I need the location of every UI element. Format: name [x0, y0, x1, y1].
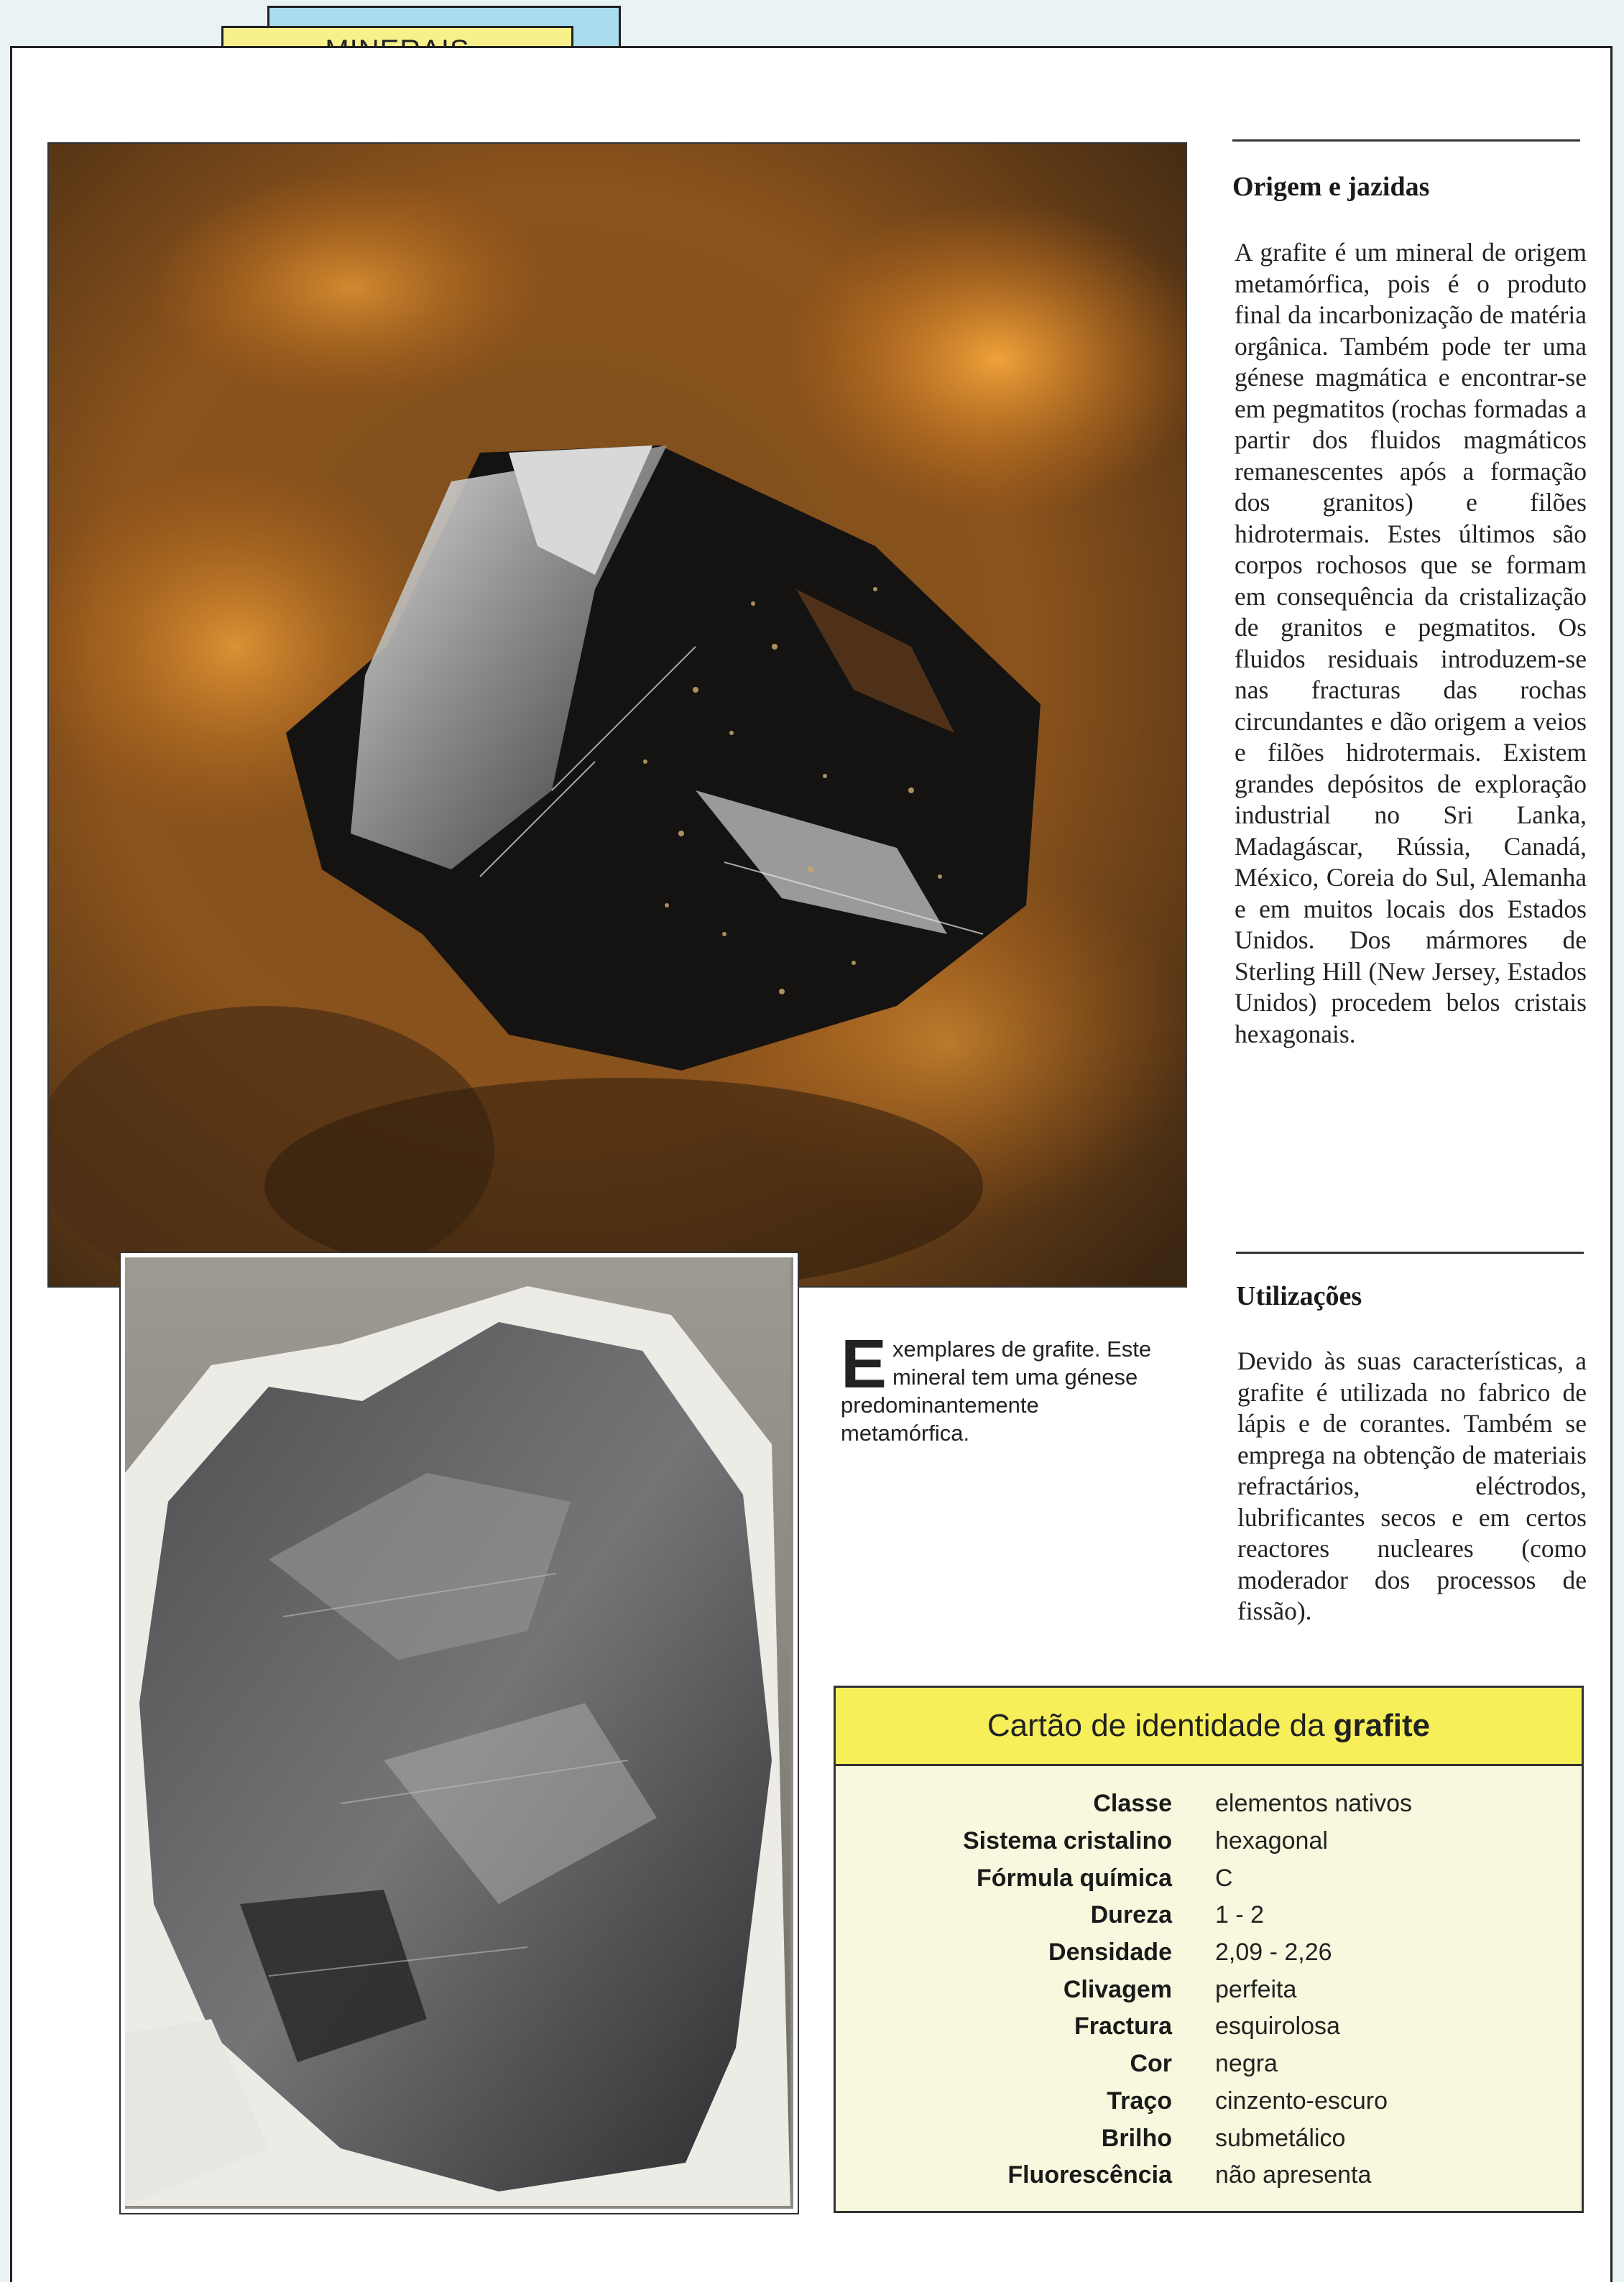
- card-row-fluorescencia: [836, 2157, 1582, 2194]
- card-label: Sistema cristalino: [962, 1827, 1172, 1855]
- card-label: Dureza: [1090, 1901, 1172, 1929]
- card-value: perfeita: [1215, 1975, 1297, 2003]
- card-label: Fórmula química: [976, 1864, 1172, 1892]
- identity-card-title-prefix: Cartão de identidade da: [987, 1708, 1325, 1743]
- origin-body: A grafite é um mineral de origem metamórfica, pois é o produto final da incarbonização de matéria orgânica. Também pode ter uma génese magmática e encontrar-se em pegmatitos (rochas formadas a partir dos fluidos magmáticos remanescentes após a formação dos granitos) e filões hidrotermais. Estes últimos são corpos rochosos que se formam em consequência da cristalização de granitos e pegmatitos. Os fluidos residuais introduzem-se nas fracturas das rochas circundantes e dão origem a veios e filões hidrotermais. Existem grandes depósitos de exploração industrial no Sri Lanka, Madagáscar, Rússia, Canadá, México, Coreia do Sul, Alemanha e em muitos locais dos Estados Unidos. Dos mármores de Sterling Hill (New Jersey, Estados Unidos) procedem belos cristais hexagonais.: [1235, 238, 1587, 1048]
- card-value: elementos nativos: [1215, 1790, 1413, 1818]
- card-row-dureza: [836, 1897, 1582, 1934]
- caption-dropcap: E: [841, 1326, 887, 1403]
- card-label: Clivagem: [1063, 1975, 1172, 2003]
- uses-heading: Utilizações: [1236, 1281, 1362, 1311]
- photo-caption: [841, 1326, 1171, 1447]
- card-row-formula: [836, 1860, 1582, 1897]
- card-label: Brilho: [1101, 2124, 1172, 2152]
- card-row-fractura: [836, 2008, 1582, 2046]
- card-label: Classe: [1093, 1790, 1172, 1818]
- graphite-specimen-photo: [121, 1253, 798, 2213]
- uses-body: Devido às suas características, a grafite é utilizada no fabrico de lápis e de corantes. Também se emprega na obtenção de materiais refractários, eléctrodos, lubrificantes secos e em certos reactores nucleares (como moderador dos processos de fissão).: [1237, 1346, 1587, 1625]
- identity-card-title-mineral: grafite: [1333, 1708, 1431, 1743]
- identity-card: [834, 1686, 1584, 2213]
- card-label: Fractura: [1074, 2013, 1172, 2041]
- card-row-cor: [836, 2046, 1582, 2083]
- card-label: Fluorescência: [1007, 2161, 1172, 2189]
- origin-top-rule: [1232, 139, 1580, 142]
- card-value: cinzento-escuro: [1215, 2087, 1388, 2115]
- card-value: submetálico: [1215, 2124, 1346, 2152]
- graphite-crystal-photo: [47, 142, 1187, 1288]
- card-value: esquirolosa: [1215, 2013, 1340, 2041]
- card-row-brilho: [836, 2120, 1582, 2157]
- origin-heading: Origem e jazidas: [1232, 172, 1430, 202]
- identity-card-rows: [836, 1786, 1582, 2194]
- card-row-densidade: [836, 1934, 1582, 1972]
- card-row-traco: [836, 2083, 1582, 2120]
- identity-card-title: [836, 1688, 1582, 1766]
- uses-top-rule: [1236, 1252, 1584, 1254]
- graphite-specimen-illustration: [125, 1257, 790, 2206]
- card-value: negra: [1215, 2050, 1278, 2078]
- card-row-clivagem: [836, 1971, 1582, 2008]
- card-value: hexagonal: [1215, 1827, 1328, 1855]
- card-label: Cor: [1130, 2050, 1172, 2078]
- caption-text: xemplares de grafite. Este mineral tem uma génese predominantemente metamórfica.: [841, 1336, 1152, 1446]
- card-row-sistema: [836, 1823, 1582, 1860]
- card-label: Traço: [1107, 2087, 1172, 2115]
- card-value: C: [1215, 1864, 1233, 1892]
- card-row-classe: [836, 1786, 1582, 1823]
- card-value: não apresenta: [1215, 2161, 1372, 2189]
- graphite-crystal-illustration: [49, 144, 1186, 1286]
- card-label: Densidade: [1048, 1939, 1172, 1967]
- card-value: 1 - 2: [1215, 1901, 1265, 1929]
- card-value: 2,09 - 2,26: [1215, 1939, 1332, 1967]
